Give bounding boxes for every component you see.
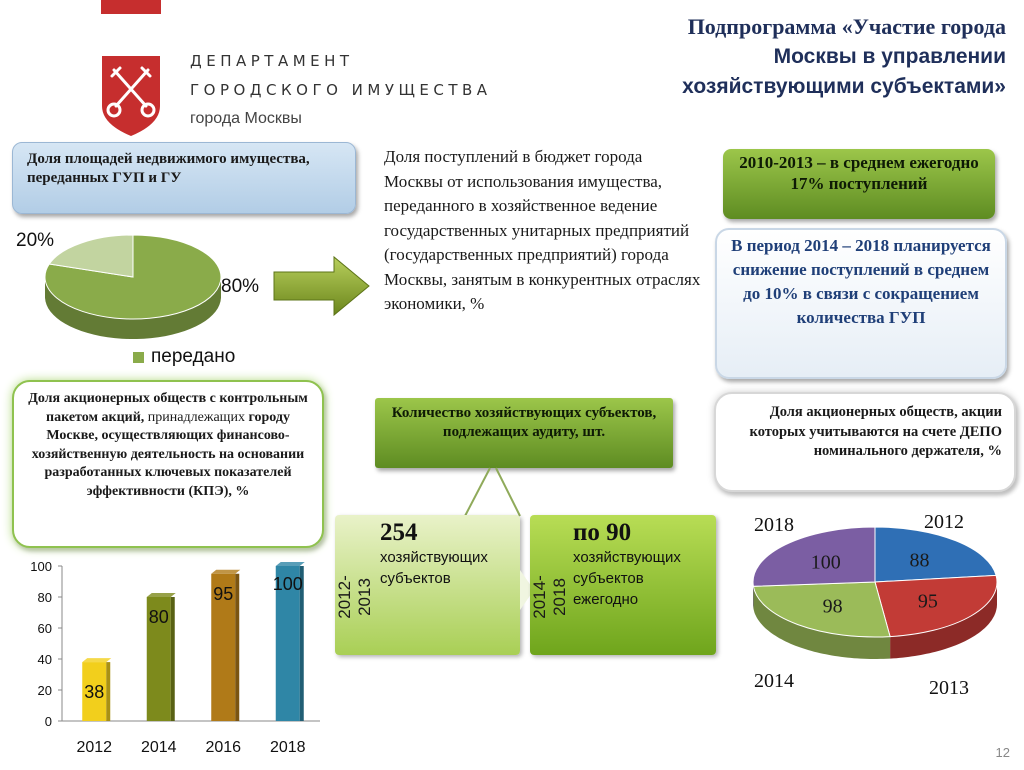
depo-year-2014: 2014	[754, 670, 794, 693]
audit-value-2: по 90	[573, 519, 631, 547]
bar-top	[211, 570, 240, 574]
audit-desc2-line3: ежегодно	[573, 591, 638, 608]
page-title-line1: Подпрограмма «Участие города	[536, 12, 1006, 42]
bar-y-tick-label: 20	[38, 683, 52, 698]
kpi-line1: Доля акционерных обществ с контрольным пакетом акций,	[28, 391, 308, 425]
bar-x-tick-label: 2018	[270, 739, 306, 756]
audit-desc2-line1: хозяйствующих	[573, 549, 681, 566]
page-title	[536, 12, 1006, 102]
dept-name-line1: ДЕПАРТАМЕНТ	[190, 52, 354, 70]
bar-value-label: 100	[273, 574, 303, 594]
property-pie-label-20: 20%	[16, 230, 54, 252]
audit-desc2-line2: субъектов	[573, 570, 644, 587]
bar-y-tick-label: 100	[30, 559, 52, 574]
logo-top-bar	[101, 0, 161, 14]
bar-y-tick-label: 40	[38, 652, 52, 667]
depo-title-box	[714, 392, 1016, 492]
bar-y-tick-label: 60	[38, 621, 52, 636]
depo-title: Доля акционерных обществ, акции которых учитываются на счете ДЕПО номинального держателя, %	[716, 394, 1014, 471]
property-share-title: Доля площадей недвижимого имущества, переданных ГУП и ГУ	[13, 143, 355, 195]
property-pie-legend	[133, 346, 235, 368]
depo-pie-value-label: 88	[910, 549, 930, 571]
legend-swatch	[133, 352, 144, 363]
dept-name-line2: ГОРОДСКОГО ИМУЩЕСТВА	[190, 81, 492, 99]
audit-period-label-2: 2014-2018	[530, 557, 570, 637]
audit-block-2014-2018	[530, 515, 716, 655]
bar-value-label: 38	[84, 682, 104, 702]
plan-2014-2018-box	[715, 228, 1007, 379]
bar-value-label: 95	[213, 584, 233, 604]
bar-x-tick-label: 2016	[205, 739, 241, 756]
avg-2010-2013-text: 2010-2013 – в среднем ежегодно 17% поступлений	[723, 149, 995, 197]
bar-x-tick-label: 2014	[141, 739, 177, 756]
legend-label: передано	[151, 346, 235, 368]
audit-block-2012-2013	[335, 515, 520, 655]
depo-pie-value-label: 98	[823, 595, 843, 617]
bar-x-tick-label: 2012	[76, 739, 112, 756]
depo-year-2012: 2012	[924, 511, 964, 534]
depo-year-2013: 2013	[929, 677, 969, 700]
depo-pie-slice-2012	[875, 527, 996, 582]
bar-side	[106, 662, 110, 721]
audit-desc-line2: субъектов	[380, 570, 451, 587]
budget-share-description: Доля поступлений в бюджет города Москвы от использования имущества, переданного в хозяйственное ведение государственных унитарных предприятий (государственных предприятий) города Москвы, занятым в конкурентных отраслях экономики, %	[384, 145, 704, 317]
plan-2014-2018-text: В период 2014 – 2018 планируется снижение поступлений в среднем до 10% в связи с сокращением количества ГУП	[717, 230, 1005, 334]
audit-title-box	[375, 398, 673, 468]
kpi-bar-chart	[0, 555, 330, 765]
page-title-line2: Москвы в управлении	[536, 42, 1006, 72]
bar-value-label: 80	[149, 607, 169, 627]
audit-connector-lines	[330, 460, 730, 520]
depo-pie-value-label: 100	[811, 552, 841, 574]
dept-city: города Москвы	[190, 110, 302, 128]
kpi-share-title	[14, 382, 322, 509]
bar-top	[82, 658, 111, 662]
kpi-line3: осуществляющих финансово-хозяйственную деятельность на основании разработанных ключевых показателей эффективности (КПЭ), %	[32, 428, 304, 499]
bar-y-tick-label: 0	[45, 714, 52, 729]
audit-value: 254	[380, 519, 418, 547]
audit-period-label: 2012-2013	[335, 557, 375, 637]
audit-desc-line1: хозяйствующих	[380, 549, 488, 566]
bar-top	[276, 562, 305, 566]
page-number: 12	[996, 745, 1010, 760]
avg-2010-2013-box	[723, 149, 995, 219]
coat-of-arms-logo	[100, 54, 162, 138]
bar-top	[147, 593, 176, 597]
page-title-line3: хозяйствующими субъектами»	[536, 72, 1006, 102]
kpi-share-title-box	[12, 380, 324, 548]
bar-y-tick-label: 80	[38, 590, 52, 605]
kpi-line2-plain: принадлежащих	[148, 410, 245, 425]
property-share-title-box	[12, 142, 356, 214]
depo-pie-chart	[740, 520, 1010, 680]
depo-year-2018: 2018	[754, 514, 794, 537]
right-arrow-icon	[272, 255, 372, 317]
depo-pie-value-label: 95	[918, 591, 938, 613]
kpi-line2-bold: городу Москве,	[46, 410, 290, 444]
audit-title: Количество хозяйствующих субъектов, подлежащих аудиту, шт.	[375, 398, 673, 447]
bar-side	[235, 574, 239, 721]
bar-side	[171, 597, 175, 721]
property-pie-label-80: 80%	[221, 276, 259, 298]
